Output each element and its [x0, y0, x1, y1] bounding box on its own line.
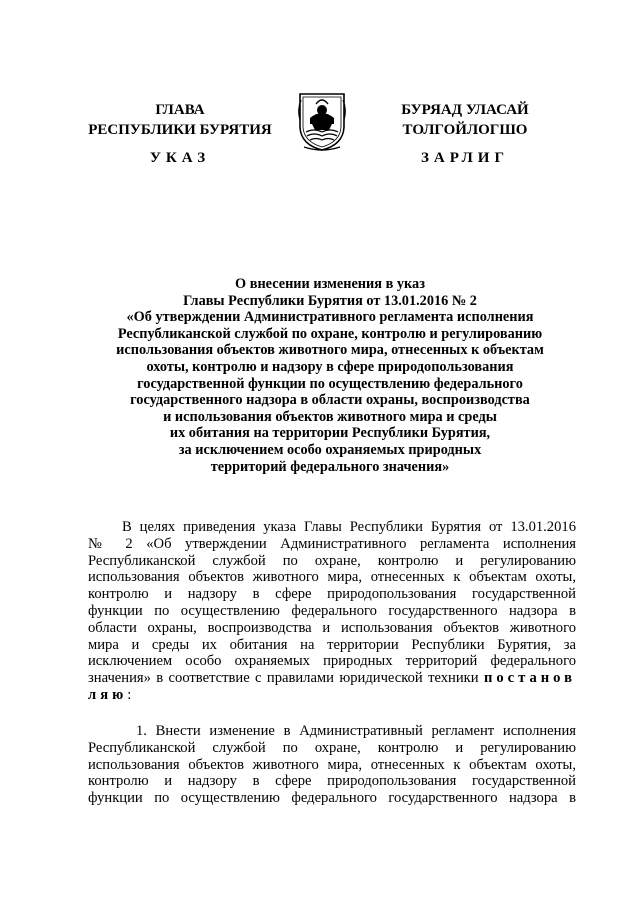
doc-type-right: ЗАРЛИГ	[420, 150, 510, 166]
issuer-left-line1: ГЛАВА	[155, 102, 205, 118]
title-line: охоты, контролю и надзору в сфере природопользования	[146, 358, 514, 375]
body-line-tail: :	[127, 686, 132, 703]
title-line: Республиканской службой по охране, контролю и регулированию	[117, 325, 543, 342]
issuer-right-block	[365, 100, 565, 140]
document-title	[70, 276, 590, 475]
title-line: их обитания на территории Республики Бурятия,	[169, 425, 491, 442]
body-line: контролю и надзору в сфере природопользования государственной	[88, 773, 576, 790]
issuer-right-line1: БУРЯАД УЛАСАЙ	[401, 102, 529, 118]
body-line: мира и среды их обитания на территории Республики Бурятия, за	[88, 636, 576, 653]
decree-verb-part2: ляю	[88, 686, 128, 703]
title-line: использования объектов животного мира, отнесенных к объектам	[116, 342, 544, 359]
body-line	[88, 687, 576, 704]
body-line: использования объектов животного мира, отнесенных к объектам охоты,	[88, 756, 576, 773]
clause-1-paragraph	[88, 723, 576, 807]
body-line: В целях приведения указа Главы Республики Бурятия от 13.01.2016	[122, 519, 576, 535]
issuer-right-line2: ТОЛГОЙЛОГШО	[402, 122, 528, 138]
body-line: функции по осуществлению федерального государственного надзора в	[88, 602, 576, 619]
preamble-paragraph	[88, 519, 576, 704]
body-line: функции по осуществлению федерального государственного надзора в	[88, 790, 576, 807]
body-line: контролю и надзору в сфере природопользования государственной	[88, 586, 576, 603]
body-line: области охраны, воспроизводства и использования объектов животного	[88, 619, 576, 636]
body-line: 1. Внести изменение в Административный регламент исполнения	[136, 723, 576, 739]
title-line: за исключением особо охраняемых природных	[178, 441, 482, 458]
body-line: № 2 «Об утверждении Административного регламента исполнения	[88, 535, 576, 552]
title-line: «Об утверждении Административного регламента исполнения	[126, 309, 534, 326]
body-line: Республиканской службой по охране, контролю и регулированию	[88, 552, 576, 569]
body-line: Республиканской службой по охране, контролю и регулированию	[88, 739, 576, 756]
body-line	[88, 670, 576, 687]
coat-of-arms-icon	[296, 90, 348, 152]
title-line: территорий федерального значения»	[210, 458, 450, 475]
title-line: и использования объектов животного мира и среды	[163, 408, 497, 425]
title-line: государственного надзора в области охраны, воспроизводства	[130, 392, 530, 409]
body-line: использования объектов животного мира, отнесенных к объектам охоты,	[88, 569, 576, 586]
decree-verb-part1: постанов	[483, 670, 576, 687]
title-line: О внесении изменения в указ	[235, 276, 425, 292]
issuer-left-line2: РЕСПУБЛИКИ БУРЯТИЯ	[88, 122, 272, 138]
issuer-left-block	[80, 100, 280, 140]
title-line: Главы Республики Бурятия от 13.01.2016 № 2	[183, 292, 477, 309]
title-line: государственной функции по осуществлению федерального	[137, 375, 523, 392]
body-line: исключением особо охраняемых природных территорий федерального	[88, 653, 576, 670]
body-line-text: значения» в соответствие с правилами юридической техники	[88, 670, 479, 687]
doc-type-left: УКАЗ	[149, 150, 211, 166]
